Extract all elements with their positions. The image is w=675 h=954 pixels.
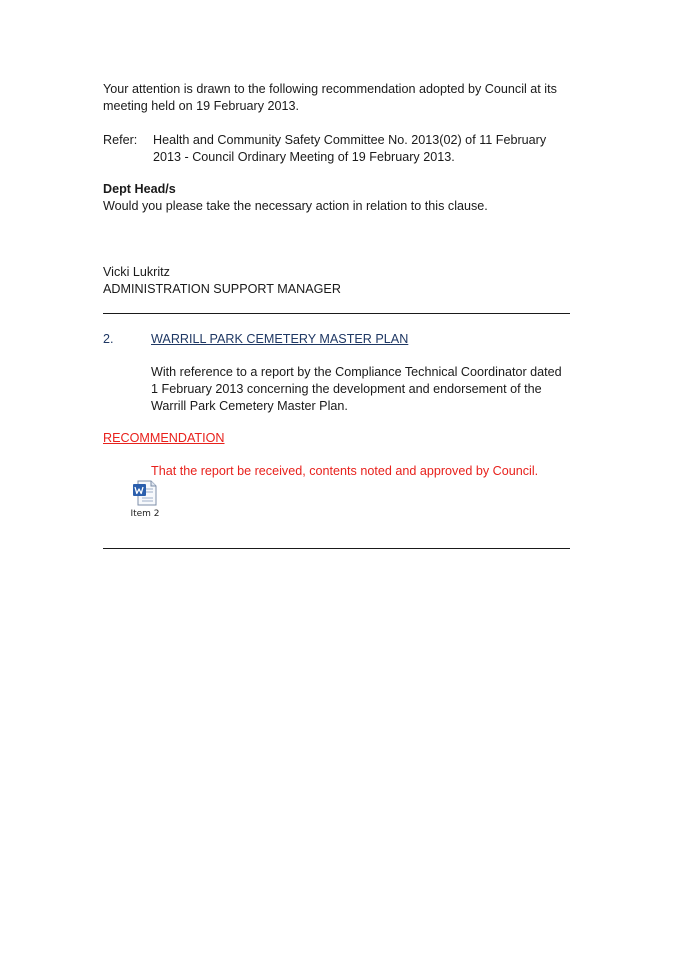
dept-instruction: Would you please take the necessary action in relation to this clause. [103, 199, 488, 213]
intro-line: Your attention is drawn to the following recommendation adopted by Council at its [103, 82, 557, 96]
intro-paragraph [103, 81, 557, 115]
item-body-line: 1 February 2013 concerning the development and endorsement of the [151, 382, 542, 396]
attachment-item[interactable] [128, 480, 162, 524]
divider-line [103, 548, 570, 549]
signatory-title: ADMINISTRATION SUPPORT MANAGER [103, 282, 341, 296]
attachment-label: Item 2 [130, 509, 160, 519]
divider-line [103, 313, 570, 314]
refer-label: Refer: [103, 133, 138, 147]
intro-line: meeting held on 19 February 2013. [103, 99, 300, 113]
item-number: 2. [103, 332, 114, 346]
dept-heading: Dept Head/s [103, 182, 176, 196]
word-document-icon [132, 480, 158, 508]
recommendation-heading: RECOMMENDATION [103, 431, 225, 445]
refer-line: 2013 - Council Ordinary Meeting of 19 February 2013. [153, 150, 455, 164]
item-body [151, 364, 562, 415]
item-title-link[interactable]: WARRILL PARK CEMETERY MASTER PLAN [151, 332, 409, 346]
recommendation-text: That the report be received, contents noted and approved by Council. [151, 464, 539, 478]
item-body-line: With reference to a report by the Compliance Technical Coordinator dated [151, 365, 562, 379]
dept-section [103, 181, 488, 215]
refer-text [153, 132, 546, 166]
signatory-name: Vicki Lukritz [103, 265, 170, 279]
signature-block [103, 264, 341, 298]
item-body-line: Warrill Park Cemetery Master Plan. [151, 399, 348, 413]
refer-line: Health and Community Safety Committee No. 2013(02) of 11 February [153, 133, 547, 147]
